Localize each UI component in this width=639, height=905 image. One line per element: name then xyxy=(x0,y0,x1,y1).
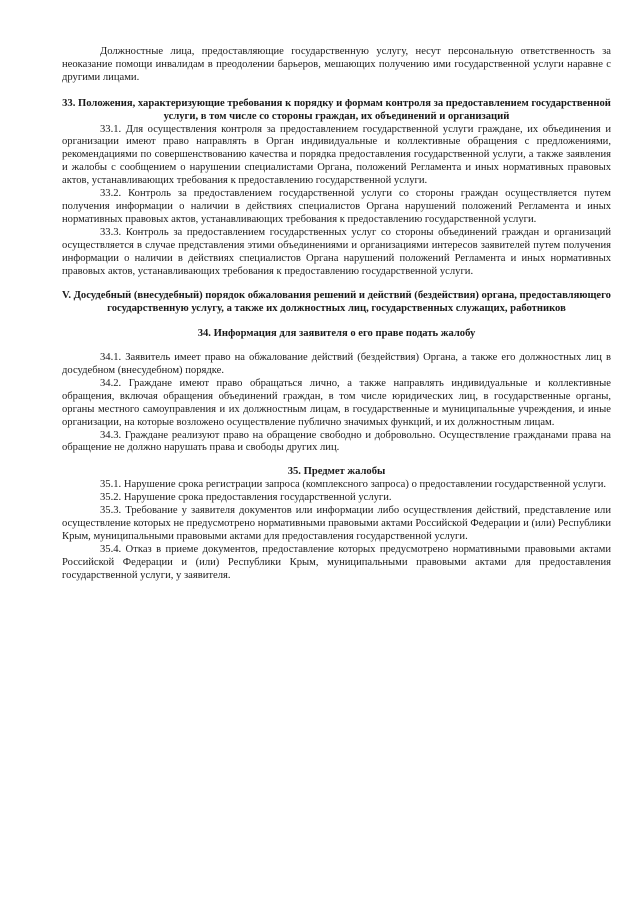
paragraph-35-4: 35.4. Отказ в приеме документов, предоставление которых предусмотрено нормативными правовыми актами Российской Федерации и (или) Республики Крым, муниципальными правовыми актами для предоставления государственной услуги, у заявителя. xyxy=(62,543,611,581)
paragraph-34-2: 34.2. Граждане имеют право обращаться лично, а также направлять индивидуальные и коллективные обращения, включая обращения объединений граждан, в том числе юридических лиц, в государственные органы, органы местного самоуправления и их должностным лицам, в государственные и муниципальные учреждения, и иные организации, на которые возложено осуществление публично значимых функций, и их должностным лицам. xyxy=(62,377,611,428)
section-v-heading: V. Досудебный (внесудебный) порядок обжалования решений и действий (бездействия) органа, предоставляющего государственную услугу, а также их должностных лиц, государственных служащих, работников xyxy=(62,290,611,315)
paragraph-34-3: 34.3. Граждане реализуют право на обращение свободно и добровольно. Осуществление гражданами права на обращение не должно нарушать права и свободы других лиц. xyxy=(62,429,611,454)
paragraph-35-3: 35.3. Требование у заявителя документов или информации либо осуществления действий, представление или осуществление которых не предусмотрено нормативными правовыми актами Российской Федерации и (или) Республики Крым, муниципальными правовыми актами для предоставления государственной услуги. xyxy=(62,505,611,542)
paragraph-35-2: 35.2. Нарушение срока предоставления государственной услуги. xyxy=(100,492,392,504)
paragraph-34-1: 34.1. Заявитель имеет право на обжалование действий (бездействия) Органа, а также его должностных лиц в досудебном (внесудебном) порядке. xyxy=(62,352,611,377)
section-34-heading: 34. Информация для заявителя о его праве подать жалобу xyxy=(197,328,476,340)
section-33-heading: 33. Положения, характеризующие требования к порядку и формам контроля за предоставлением государственной услуги, в том числе со стороны граждан, их объединений и организаций xyxy=(62,97,611,122)
paragraph-33-3: 33.3. Контроль за предоставлением государственных услуг со стороны объединений граждан и организаций осуществляется в случае представления этими объединениями и организациями интересов заявителей путем получения информации о наличии в действиях специалистов Органа нарушений положений Регламента и иных нормативных правовых актов, устанавливающих требования к предоставлению государственной услуги. xyxy=(62,226,611,277)
intro-paragraph: Должностные лица, предоставляющие государственную услугу, несут персональную ответственность за неоказание помощи инвалидам в преодолении барьеров, мешающих получению ими государственной услуги наравне с другими лицами. xyxy=(62,46,611,83)
paragraph-35-1: 35.1. Нарушение срока регистрации запроса (комплексного запроса) о предоставлении государственной услуги. xyxy=(100,479,607,491)
section-35-heading: 35. Предмет жалобы xyxy=(287,466,386,478)
paragraph-33-1: 33.1. Для осуществления контроля за предоставлением государственной услуги граждане, их объединения и организации имеют право направлять в Орган индивидуальные и коллективные обращения с предложениями, рекомендациями по совершенствованию качества и порядка предоставления государственной услуги, а также заявления и жалобы с сообщением о нарушении специалистами Органа, положений Регламента и иных нормативных правовых актов, устанавливающих требования к предоставлению государственной услуги. xyxy=(62,123,611,187)
paragraph-33-2: 33.2. Контроль за предоставлением государственной услуги со стороны граждан осуществляется путем получения информации о наличии в действиях специалистов Органа нарушений положений Регламента и иных нормативных правовых актов, устанавливающих требования к предоставлению государственной услуги. xyxy=(62,188,611,225)
